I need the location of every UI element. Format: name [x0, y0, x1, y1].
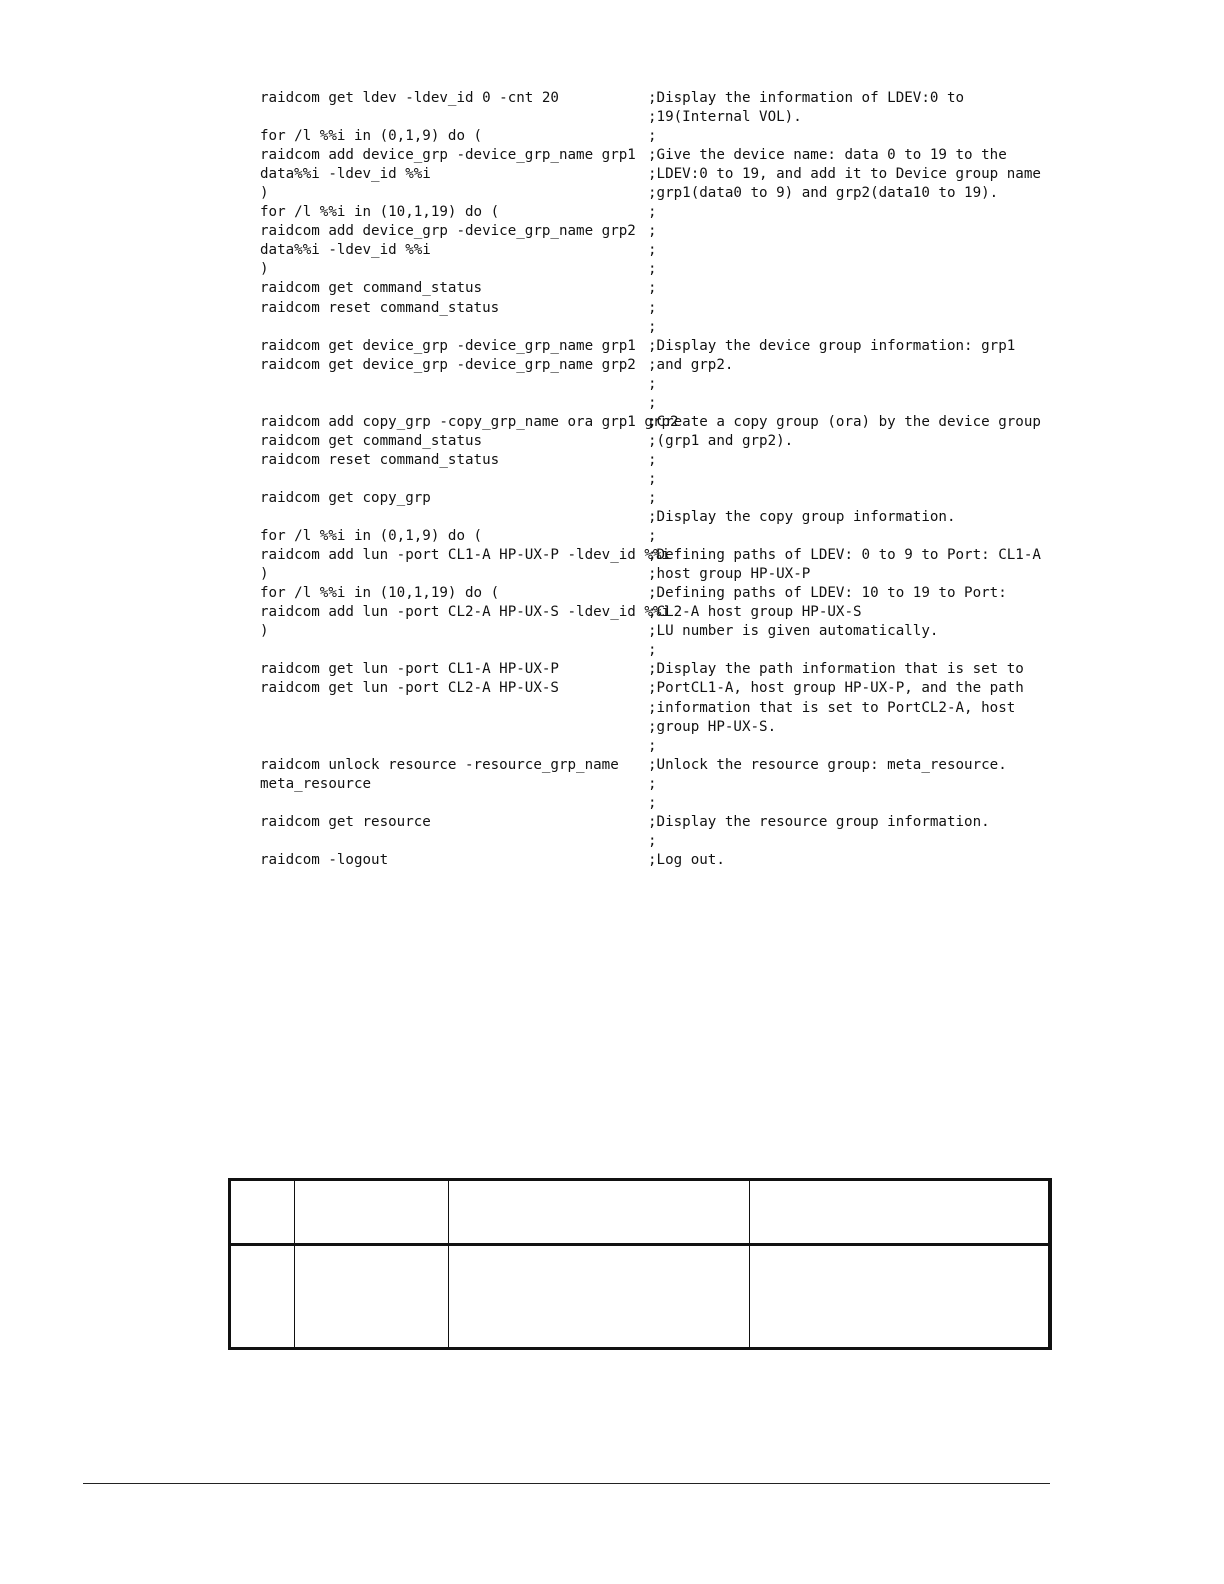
comment-text: ;CL2-A host group HP-UX-S	[648, 604, 862, 621]
command-text: raidcom -logout	[260, 851, 389, 868]
script-line	[260, 222, 1040, 241]
comment-text: ;	[648, 375, 657, 392]
command-text: raidcom add device_grp -device_grp_name grp1	[260, 147, 636, 164]
comment-text: ;	[648, 223, 657, 240]
comment-text: ;	[648, 394, 657, 411]
comment-text: ;LDEV:0 to 19, and add it to Device group name	[648, 166, 1041, 183]
comment-text: ;	[648, 318, 657, 335]
script-line	[260, 813, 1040, 832]
command-text: raidcom get copy_grp	[260, 489, 431, 506]
script-line	[260, 470, 1040, 489]
command-text: raidcom get device_grp -device_grp_name grp1	[260, 337, 636, 354]
command-text: raidcom get resource	[260, 813, 431, 830]
command-text: raidcom get ldev -ldev_id 0 -cnt 20	[260, 90, 559, 106]
command-text: raidcom get command_status	[260, 280, 483, 297]
table-header-cell	[295, 1179, 449, 1245]
script-line	[260, 527, 1040, 546]
comment-text: ;	[648, 299, 657, 316]
comment-text: ;Display the path information that is set to	[648, 661, 1024, 678]
table-row	[229, 1245, 1052, 1350]
comment-text: ;	[648, 832, 657, 849]
command-text: )	[260, 261, 269, 278]
empty-table	[228, 1178, 1052, 1350]
comment-text: ;Display the resource group information.	[648, 813, 990, 830]
table-cell	[295, 1245, 449, 1350]
script-line	[260, 756, 1040, 775]
script-line	[260, 489, 1040, 508]
script-line	[260, 679, 1040, 698]
comment-text: ;	[648, 128, 657, 145]
comment-text: ;	[648, 794, 657, 811]
comment-text: ;Display the copy group information.	[648, 509, 956, 526]
comment-text: ;19(Internal VOL).	[648, 109, 802, 126]
script-line	[260, 146, 1040, 165]
comment-text: ;	[648, 737, 657, 754]
script-line	[260, 108, 1040, 127]
script-line	[260, 165, 1040, 184]
comment-text: ;information that is set to PortCL2-A, host	[648, 699, 1016, 716]
script-line	[260, 394, 1040, 413]
command-text: raidcom get command_status	[260, 432, 483, 449]
table-cell	[229, 1245, 295, 1350]
command-text: raidcom get lun -port CL1-A HP-UX-P	[260, 661, 559, 678]
script-line	[260, 641, 1040, 660]
comment-text: ;and grp2.	[648, 356, 734, 373]
script-line	[260, 451, 1040, 470]
table-cell	[449, 1245, 750, 1350]
comment-text: ;Display the information of LDEV:0 to	[648, 90, 965, 106]
script-line	[260, 737, 1040, 756]
script-line	[260, 203, 1040, 222]
script-line	[260, 546, 1040, 565]
script-line	[260, 413, 1040, 432]
comment-text: ;	[648, 280, 657, 297]
comment-text: ;	[648, 775, 657, 792]
script-line	[260, 603, 1040, 622]
command-text: raidcom add copy_grp -copy_grp_name ora grp1 grp2	[260, 413, 679, 430]
script-line	[260, 794, 1040, 813]
command-text: meta_resource	[260, 775, 372, 792]
comment-text: ;PortCL1-A, host group HP-UX-P, and the path	[648, 680, 1024, 697]
command-text: raidcom get device_grp -device_grp_name grp2	[260, 356, 636, 373]
command-text: raidcom unlock resource -resource_grp_name	[260, 756, 619, 773]
command-text: raidcom reset command_status	[260, 299, 500, 316]
script-line	[260, 718, 1040, 737]
command-text: raidcom add lun -port CL1-A HP-UX-P -ldev_id %%i	[260, 547, 670, 564]
comment-text: ;	[648, 451, 657, 468]
command-text: raidcom add device_grp -device_grp_name grp2	[260, 223, 636, 240]
command-text: for /l %%i in (0,1,9) do (	[260, 528, 483, 545]
script-line	[260, 832, 1040, 851]
script-line	[260, 508, 1040, 527]
script-line	[260, 699, 1040, 718]
table-cell	[750, 1245, 1052, 1350]
command-text: raidcom add lun -port CL2-A HP-UX-S -ldev_id %%i	[260, 604, 670, 621]
script-line	[260, 318, 1040, 337]
command-text: data%%i -ldev_id %%i	[260, 166, 431, 183]
script-listing	[260, 89, 1040, 870]
script-line	[260, 127, 1040, 146]
command-text: for /l %%i in (10,1,19) do (	[260, 204, 500, 221]
comment-text: ;	[648, 242, 657, 259]
script-line	[260, 775, 1040, 794]
table-header-row	[229, 1179, 1052, 1245]
comment-text: ;	[648, 489, 657, 506]
script-line	[260, 241, 1040, 260]
comment-text: ;Unlock the resource group: meta_resource.	[648, 756, 1007, 773]
comment-text: ;Defining paths of LDEV: 10 to 19 to Port:	[648, 585, 1007, 602]
comment-text: ;	[648, 204, 657, 221]
script-line	[260, 660, 1040, 679]
command-text: raidcom reset command_status	[260, 451, 500, 468]
table-header-cell	[750, 1179, 1052, 1245]
comment-text: ;	[648, 642, 657, 659]
comment-text: ;Log out.	[648, 851, 725, 868]
script-line	[260, 584, 1040, 603]
comment-text: ;Create a copy group (ora) by the device group	[648, 413, 1041, 430]
command-text: )	[260, 566, 269, 583]
comment-text: ;LU number is given automatically.	[648, 623, 939, 640]
command-text: raidcom get lun -port CL2-A HP-UX-S	[260, 680, 559, 697]
command-text: data%%i -ldev_id %%i	[260, 242, 431, 259]
script-line	[260, 356, 1040, 375]
script-line	[260, 337, 1040, 356]
comment-text: ;	[648, 261, 657, 278]
script-line	[260, 565, 1040, 584]
command-text: for /l %%i in (0,1,9) do (	[260, 128, 483, 145]
comment-text: ;	[648, 470, 657, 487]
script-line	[260, 299, 1040, 318]
command-text: )	[260, 623, 269, 640]
table-header-cell	[449, 1179, 750, 1245]
command-text: )	[260, 185, 269, 202]
script-line	[260, 432, 1040, 451]
footer-rule	[83, 1483, 1050, 1484]
script-line	[260, 184, 1040, 203]
script-line	[260, 279, 1040, 298]
comment-text: ;Defining paths of LDEV: 0 to 9 to Port: CL1-A	[648, 547, 1041, 564]
table-header-cell	[229, 1179, 295, 1245]
script-line	[260, 851, 1040, 870]
comment-text: ;grp1(data0 to 9) and grp2(data10 to 19).	[648, 185, 999, 202]
command-text: for /l %%i in (10,1,19) do (	[260, 585, 500, 602]
script-line	[260, 375, 1040, 394]
comment-text: ;Give the device name: data 0 to 19 to the	[648, 147, 1007, 164]
comment-text: ;(grp1 and grp2).	[648, 432, 794, 449]
script-line	[260, 89, 1040, 108]
script-line	[260, 260, 1040, 279]
comment-text: ;Display the device group information: grp1	[648, 337, 1016, 354]
comment-text: ;group HP-UX-S.	[648, 718, 777, 735]
comment-text: ;host group HP-UX-P	[648, 566, 811, 583]
script-line	[260, 622, 1040, 641]
comment-text: ;	[648, 528, 657, 545]
